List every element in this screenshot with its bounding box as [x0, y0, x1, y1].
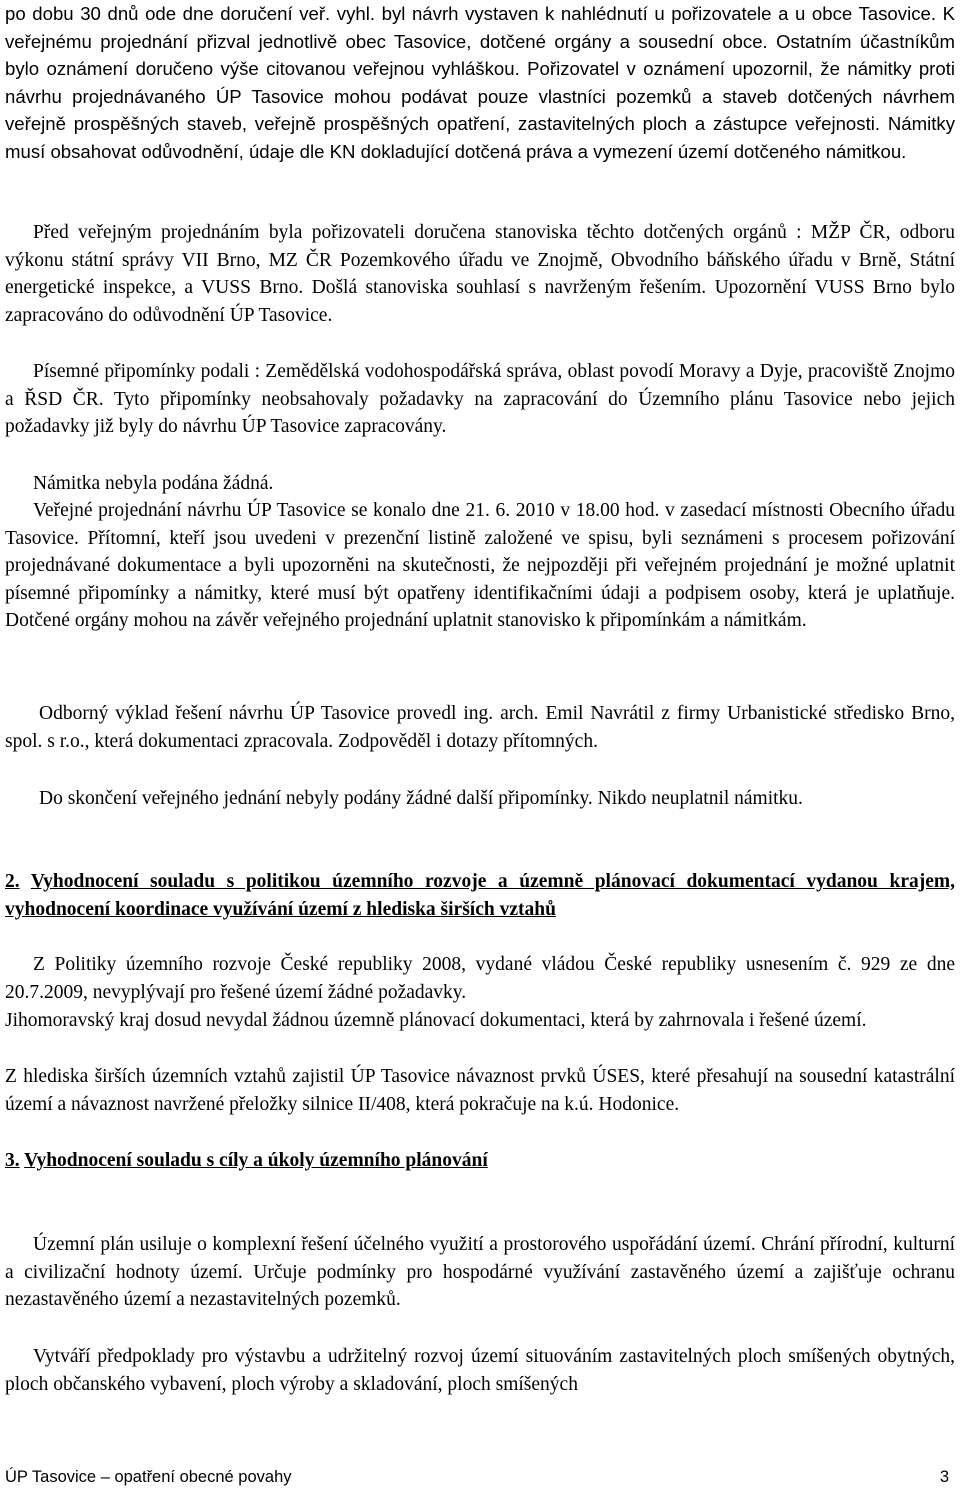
- section-3-heading: [5, 1147, 955, 1175]
- paragraph-intro: po dobu 30 dnů ode dne doručení veř. vyhl. byl návrh vystaven k nahlédnutí u pořizovatele a u obce Tasovice. K veřejnému projednání přizval jednotlivě obec Tasovice, dotčené orgány a sousední obce. Ostatním účastníkům bylo oznámení doručeno výše citovanou veřejnou vyhláškou. Pořizovatel v oznámení upozornil, že námitky proti návrhu projednávaného ÚP Tasovice mohou podávat pouze vlastníci pozemků a staveb dotčených návrhem veřejně prospěšných staveb, veřejně prospěšných opatření, zastavitelných ploch a zástupce veřejnosti. Námitky musí obsahovat odůvodnění, údaje dle KN dokladující dotčená práva a vymezení území dotčeného námitkou.: [5, 3, 955, 162]
- paragraph-ukonceni: Do skončení veřejného jednání nebyly podány žádné další připomínky. Nikdo neuplatnil námitku.: [39, 788, 803, 809]
- footer-page-number: 3: [939, 1468, 949, 1486]
- paragraph-komplexni-reseni: Územní plán usiluje o komplexní řešení účelného využití a prostorového uspořádání území. Chrání přírodní, kulturní a civilizační hodnoty území. Určuje podmínky pro hospodárné využívání zastavěného území a zajišťuje ochranu nezastavěného území a nezastavitelných pozemků.: [5, 1234, 955, 1310]
- section-2-title: Vyhodnocení souladu s politikou územního rozvoje a územně plánovací dokumentací vydanou krajem, vyhodnocení koordinace využívání území z hlediska širších vztahů: [5, 871, 955, 920]
- paragraph-politika-uzemniho-rozvoje: Z Politiky územního rozvoje České republiky 2008, vydané vládou České republiky usnesením č. 929 ze dne 20.7.2009, nevyplývají pro řešené území žádné požadavky.: [5, 954, 955, 1003]
- paragraph-stanoviska: Před veřejným projednáním byla pořizovateli doručena stanoviska těchto dotčených orgánů : MŽP ČR, odboru výkonu státní správy VII Brno, MZ ČR Pozemkového úřadu ve Znojmě, Obvodního báňského úřadu v Brně, Státní energetické inspekce, a VUSS Brno. Došlá stanoviska souhlasí s navrženým řešením. Upozornění VUSS Brno bylo zapracováno do odůvodnění ÚP Tasovice.: [5, 222, 955, 326]
- paragraph-namitka: Námitka nebyla podána žádná.: [33, 473, 274, 494]
- paragraph-predpoklady-vystavby: Vytváří předpoklady pro výstavbu a udržitelný rozvoj území situováním zastavitelných ploch smíšených obytných, ploch občanského vybavení, ploch výroby a skladování, ploch smíšených: [5, 1346, 955, 1395]
- paragraph-sirsi-vztahy: Z hlediska širších územních vztahů zajistil ÚP Tasovice návaznost prvků ÚSES, které přesahují na sousední katastrální území a návaznost navržené přeložky silnice II/408, která pokračuje na k.ú. Hodonice.: [5, 1066, 955, 1115]
- section-3-title: Vyhodnocení souladu s cíly a úkoly územního plánování: [24, 1150, 488, 1171]
- section-2-number: 2.: [5, 871, 20, 892]
- paragraph-odborny-vyklad: Odborný výklad řešení návrhu ÚP Tasovice provedl ing. arch. Emil Navrátil z firmy Urbanistické středisko Brno, spol. s r.o., která dokumentaci zpracovala. Zodpověděl i dotazy přítomných.: [5, 703, 955, 752]
- paragraph-jihomoravsky-kraj: Jihomoravský kraj dosud nevydal žádnou územně plánovací dokumentaci, která by zahrnovala i řešené území.: [5, 1010, 867, 1031]
- section-2-heading: [5, 868, 955, 923]
- section-3-number: 3.: [5, 1150, 20, 1171]
- paragraph-pripominky: Písemné připomínky podali : Zemědělská vodohospodářská správa, oblast povodí Moravy a Dyje, pracoviště Znojmo a ŘSD ČR. Tyto připomínky neobsahovaly požadavky na zapracování do Územního plánu Tasovice nebo jejich požadavky již byly do návrhu ÚP Tasovice zapracovány.: [5, 361, 955, 437]
- footer-document-title: ÚP Tasovice – opatření obecné povahy: [5, 1468, 292, 1486]
- paragraph-verejne-projednani: Veřejné projednání návrhu ÚP Tasovice se konalo dne 21. 6. 2010 v 18.00 hod. v zasedací místnosti Obecního úřadu Tasovice. Přítomní, kteří jsou uvedeni v prezenční listině založené ve spisu, byli seznámeni s procesem pořizování projednávané dokumentace a byli upozorněni na skutečnosti, že nejpozději při veřejném projednání je možné uplatnit písemné připomínky a námitky, které musí být opatřeny identifikačními údaji a podpisem osoby, která je uplatňuje. Dotčené orgány mohou na závěr veřejného projednání uplatnit stanovisko k připomínkám a námitkám.: [5, 500, 955, 631]
